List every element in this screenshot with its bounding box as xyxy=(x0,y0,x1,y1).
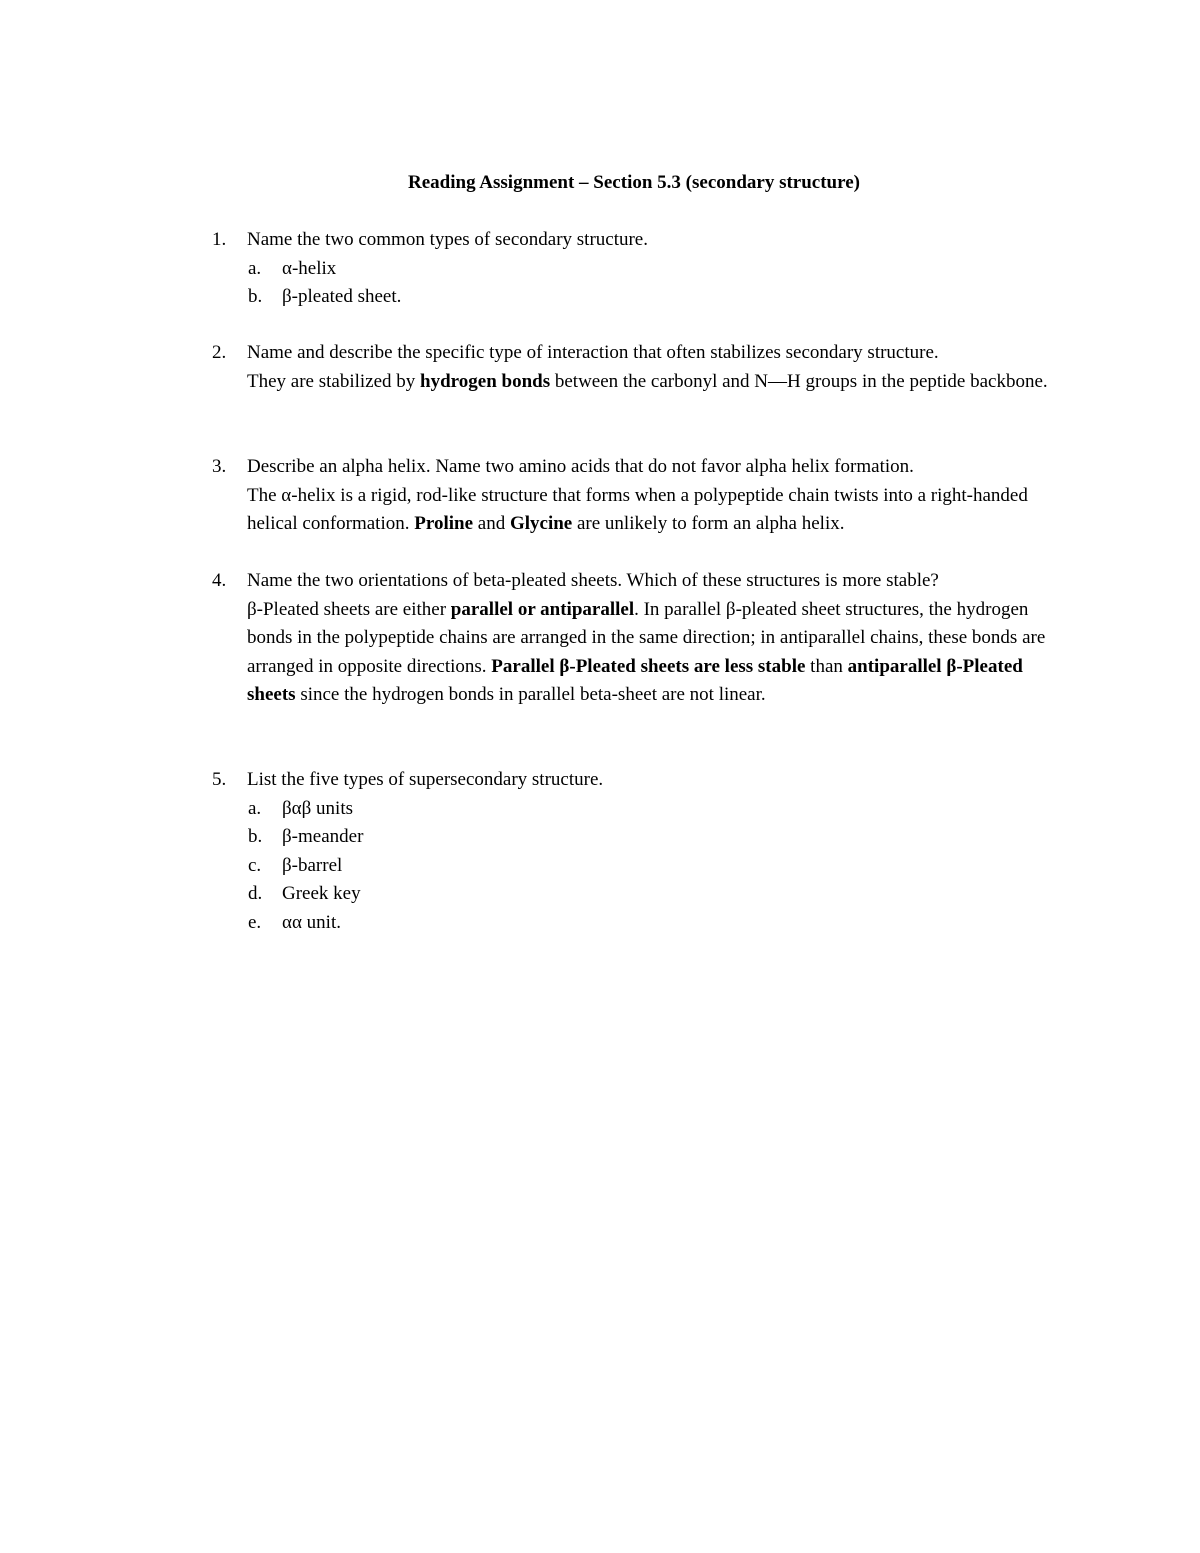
item-text: β-barrel xyxy=(282,854,343,876)
answer-text: since the hydrogen bonds in parallel beta-sheet are not linear. xyxy=(295,684,766,705)
question-prompt: Name the two orientations of beta-pleated sheets. Which of these structures is more stable? xyxy=(247,570,939,591)
list-item xyxy=(212,852,1062,881)
item-letter: b. xyxy=(248,286,263,307)
question-2 xyxy=(212,339,1062,396)
item-letter: e. xyxy=(248,911,262,933)
question-prompt: Name and describe the specific type of interaction that often stabilizes secondary structure. xyxy=(247,342,939,363)
answer-text: The α-helix is a rigid, rod-like structure that forms when a polypeptide chain twists into a right-handed helical conformation. xyxy=(247,484,1028,534)
answer-text: and xyxy=(473,513,510,534)
list-item xyxy=(212,283,1062,312)
question-number: 5. xyxy=(212,769,227,790)
question-number: 1. xyxy=(212,229,227,250)
item-text: αα unit. xyxy=(282,911,341,933)
question-number: 3. xyxy=(212,456,227,477)
answer-text: between the carbonyl and N—H groups in the peptide backbone. xyxy=(550,370,1048,392)
item-letter: d. xyxy=(248,883,263,904)
item-text: α-helix xyxy=(282,257,337,279)
item-letter: c. xyxy=(248,854,262,876)
answer-bold-text: hydrogen bonds xyxy=(420,370,551,392)
question-3 xyxy=(212,453,1062,539)
item-text: β-pleated sheet. xyxy=(282,286,402,307)
answer-bold-text: Parallel β-Pleated sheets are less stable xyxy=(491,655,806,677)
answer-bold-text: parallel or antiparallel xyxy=(450,598,635,620)
item-text: βαβ units xyxy=(282,797,353,819)
question-prompt: Name the two common types of secondary structure. xyxy=(247,229,648,250)
question-answer xyxy=(247,482,1062,539)
answer-text: than xyxy=(805,655,848,677)
answer-text: are unlikely to form an alpha helix. xyxy=(572,513,845,534)
item-text: Greek key xyxy=(282,883,361,904)
answer-bold-text: Glycine xyxy=(509,513,573,534)
answer-text: β-Pleated sheets are either xyxy=(247,598,451,620)
question-prompt: List the five types of supersecondary structure. xyxy=(247,769,604,790)
answer-bold-text: Proline xyxy=(414,513,474,534)
question-answer xyxy=(247,368,1062,397)
question-number: 2. xyxy=(212,342,227,363)
list-item xyxy=(212,255,1062,284)
list-item xyxy=(212,795,1062,824)
question-4 xyxy=(212,567,1062,710)
answer-text: They are stabilized by xyxy=(247,370,421,392)
list-item xyxy=(212,823,1062,852)
answer-bold-text: antiparallel β-Pleated sheets xyxy=(247,655,1023,705)
item-text: β-meander xyxy=(282,826,364,847)
list-item xyxy=(212,909,1062,938)
item-letter: a. xyxy=(248,797,262,819)
page-title: Reading Assignment – Section 5.3 (secondary structure) xyxy=(408,172,860,193)
question-5 xyxy=(212,766,1062,937)
question-1 xyxy=(212,226,1062,312)
list-item xyxy=(212,880,1062,909)
question-number: 4. xyxy=(212,570,227,591)
item-letter: b. xyxy=(248,826,263,847)
question-answer xyxy=(247,596,1062,710)
question-prompt: Describe an alpha helix. Name two amino acids that do not favor alpha helix formation. xyxy=(247,456,914,477)
item-letter: a. xyxy=(248,257,262,279)
answer-text: . In parallel β-pleated sheet structures, the hydrogen bonds in the polypeptide chains are arranged in the same direction; in antiparallel chains, these bonds are arranged in opposite directions. xyxy=(247,598,1046,677)
